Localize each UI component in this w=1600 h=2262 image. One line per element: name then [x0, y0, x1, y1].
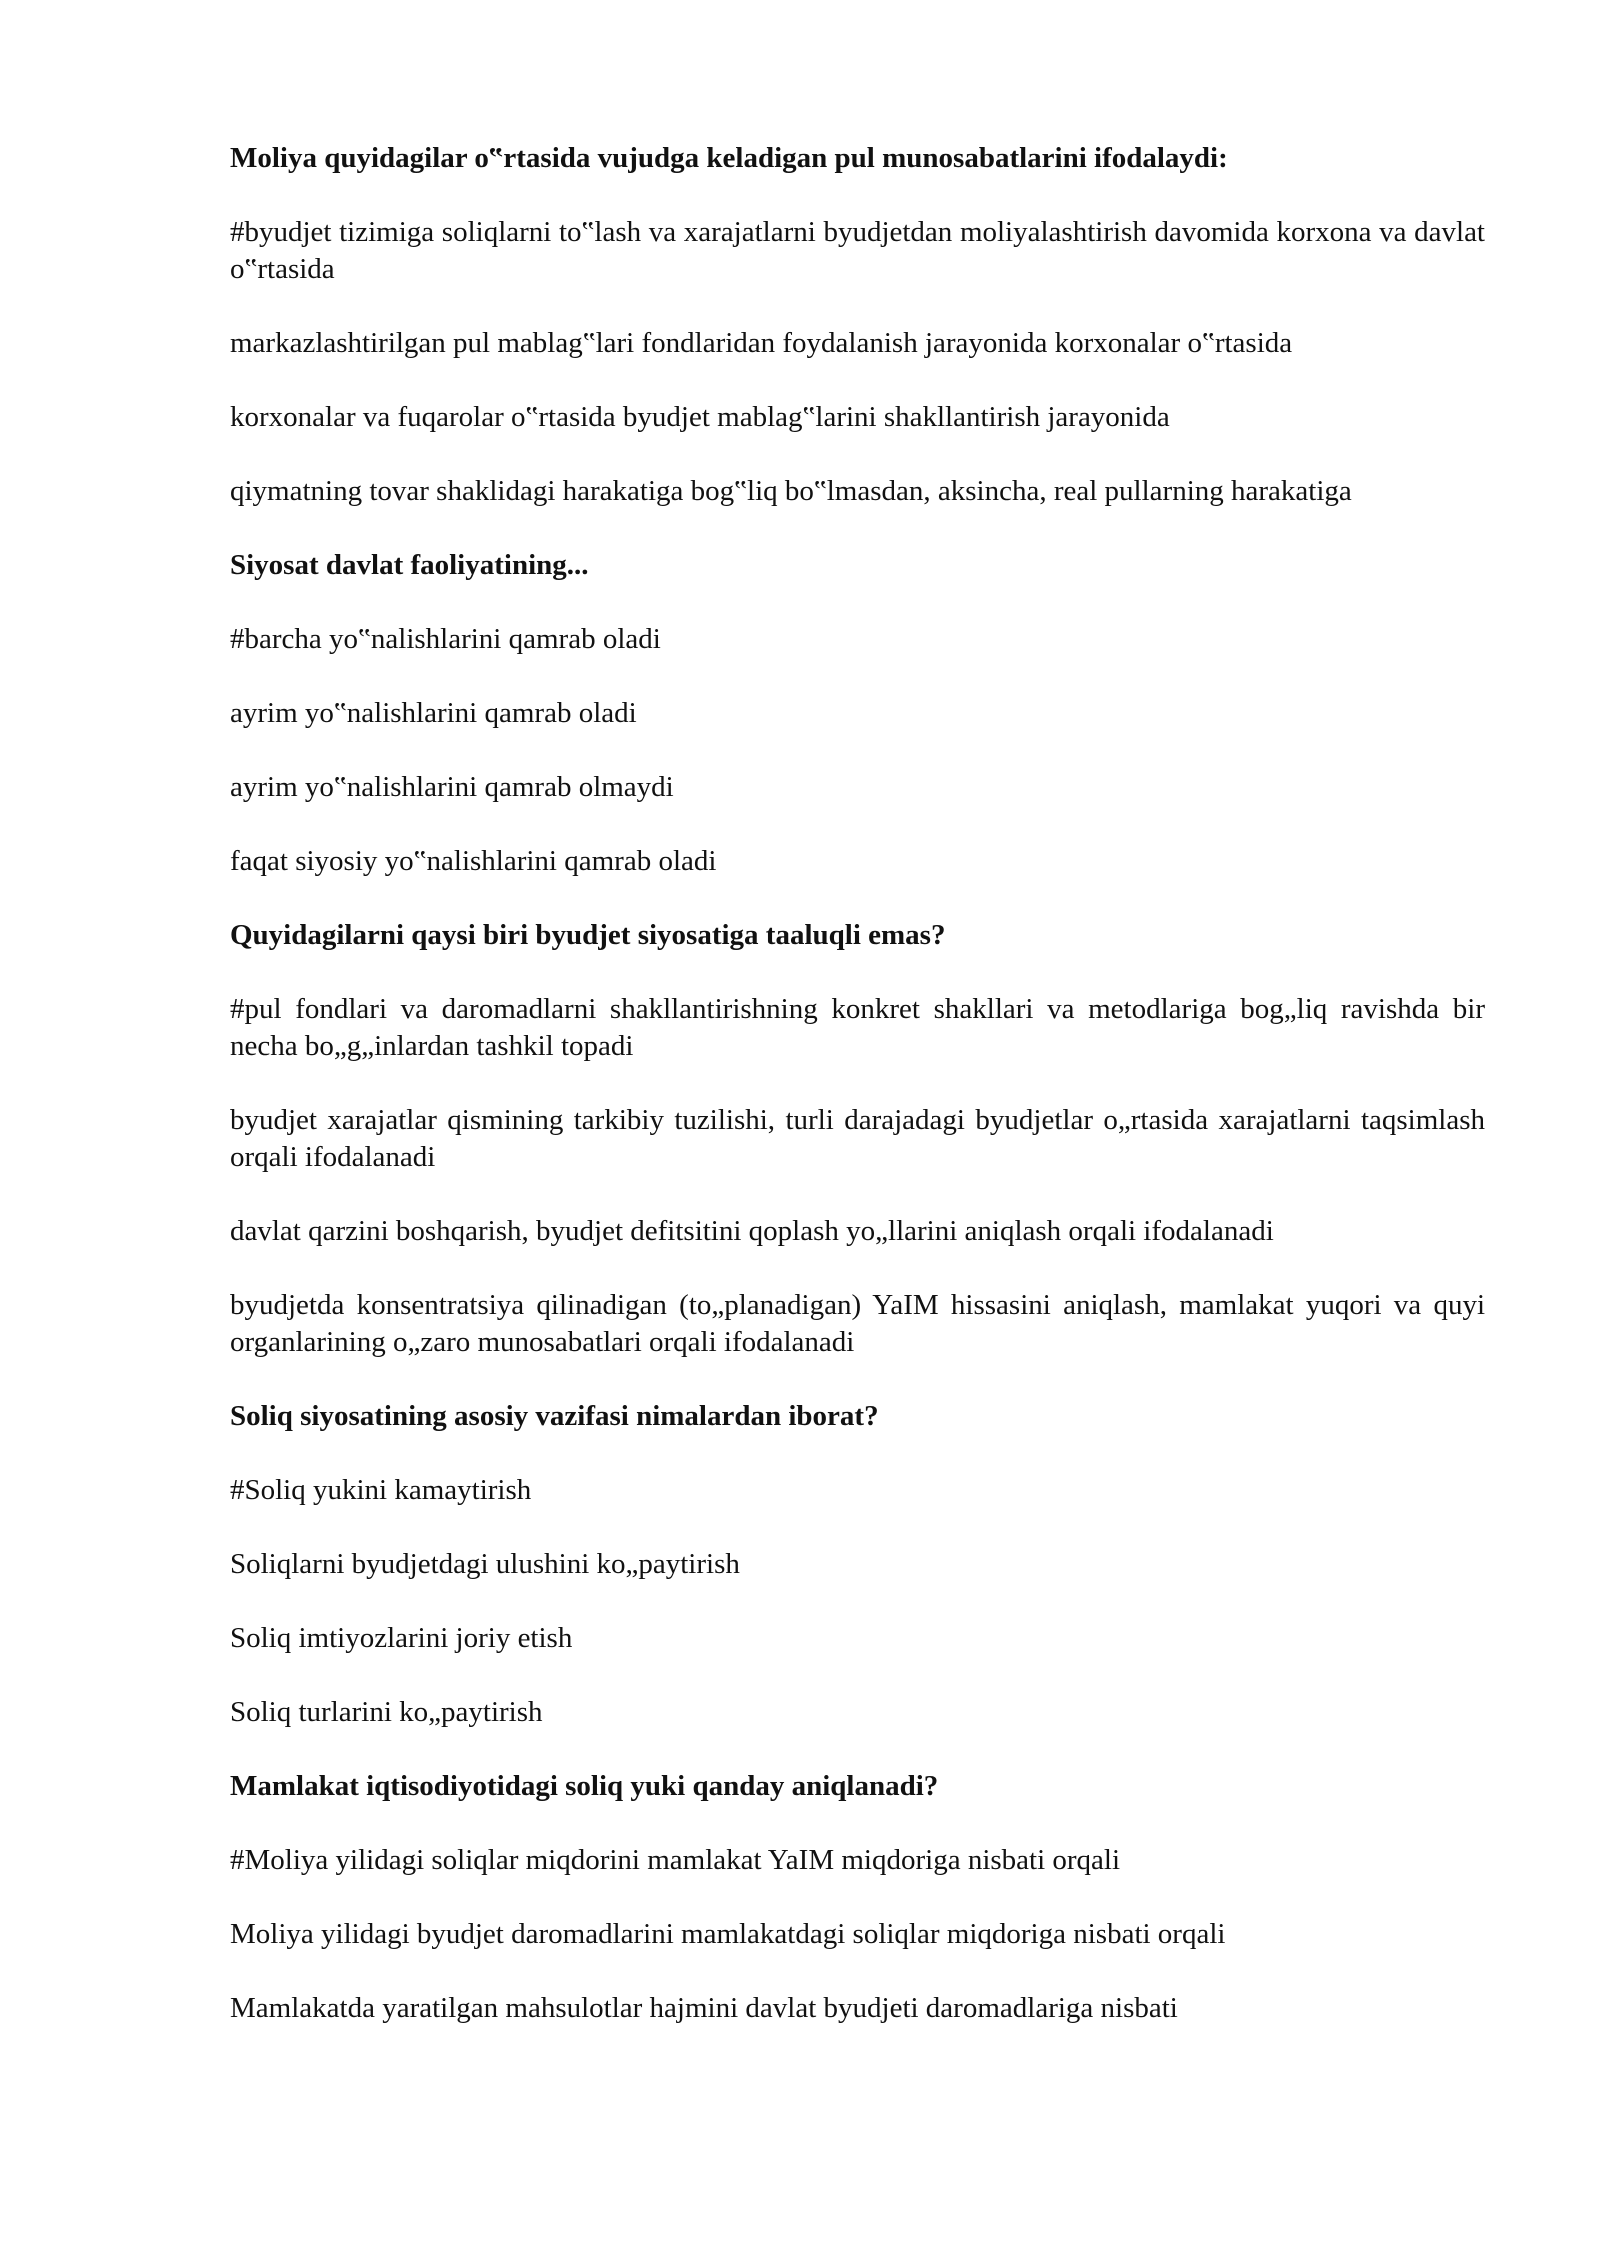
answer-option: Soliq imtiyozlarini joriy etish	[230, 1622, 573, 1654]
question-block-1	[230, 140, 1485, 510]
question-text: Siyosat davlat faoliyatining...	[230, 549, 589, 581]
answer-option: markazlashtirilgan pul mablag‟lari fondlaridan foydalanish jarayonida korxonalar o‟rtasida	[230, 327, 1293, 359]
question-block-5	[230, 1768, 1485, 2027]
answer-option: #pul fondlari va daromadlarni shakllantirishning konkret shakllari va metodlariga bog„liq ravishda bir necha bo„g„inlardan tashkil topadi	[230, 993, 1485, 1062]
answer-option: faqat siyosiy yo‟nalishlarini qamrab oladi	[230, 845, 717, 877]
answer-option: #Soliq yukini kamaytirish	[230, 1474, 532, 1506]
answer-option: ayrim yo‟nalishlarini qamrab oladi	[230, 697, 637, 729]
answer-option: Soliq turlarini ko„paytirish	[230, 1696, 543, 1728]
answer-option: #Moliya yilidagi soliqlar miqdorini mamlakat YaIM miqdoriga nisbati orqali	[230, 1844, 1121, 1876]
question-block-2	[230, 547, 1485, 880]
answer-option: korxonalar va fuqarolar o‟rtasida byudjet mablag‟larini shakllantirish jarayonida	[230, 401, 1170, 433]
answer-option: Mamlakatda yaratilgan mahsulotlar hajmini davlat byudjeti daromadlariga nisbati	[230, 1992, 1178, 2024]
answer-option: #barcha yo‟nalishlarini qamrab oladi	[230, 623, 661, 655]
answer-option: byudjet xarajatlar qismining tarkibiy tuzilishi, turli darajadagi byudjetlar o„rtasida xarajatlarni taqsimlash orqali ifodalanadi	[230, 1104, 1485, 1173]
question-text: Quyidagilarni qaysi biri byudjet siyosatiga taaluqli emas?	[230, 919, 946, 951]
answer-option: ayrim yo‟nalishlarini qamrab olmaydi	[230, 771, 674, 803]
answer-option: #byudjet tizimiga soliqlarni to‟lash va xarajatlarni byudjetdan moliyalashtirish davomida korxona va davlat o‟rtasida	[230, 216, 1485, 285]
question-block-4	[230, 1398, 1485, 1731]
answer-option: davlat qarzini boshqarish, byudjet defitsitini qoplash yo„llarini aniqlash orqali ifodalanadi	[230, 1215, 1274, 1247]
answer-option: byudjetda konsentratsiya qilinadigan (to„planadigan) YaIM hissasini aniqlash, mamlakat yuqori va quyi organlarining o„zaro munosabatlari orqali ifodalanadi	[230, 1289, 1485, 1358]
question-block-3	[230, 917, 1485, 1361]
answer-option: qiymatning tovar shaklidagi harakatiga bog‟liq bo‟lmasdan, aksincha, real pullarning harakatiga	[230, 475, 1352, 507]
question-text: Moliya quyidagilar o‟rtasida vujudga keladigan pul munosabatlarini ifodalaydi:	[230, 142, 1228, 174]
question-text: Soliq siyosatining asosiy vazifasi nimalardan iborat?	[230, 1400, 879, 1432]
document-page	[230, 140, 1485, 2064]
question-text: Mamlakat iqtisodiyotidagi soliq yuki qanday aniqlanadi?	[230, 1770, 939, 1802]
answer-option: Soliqlarni byudjetdagi ulushini ko„paytirish	[230, 1548, 740, 1580]
answer-option: Moliya yilidagi byudjet daromadlarini mamlakatdagi soliqlar miqdoriga nisbati orqali	[230, 1918, 1226, 1950]
